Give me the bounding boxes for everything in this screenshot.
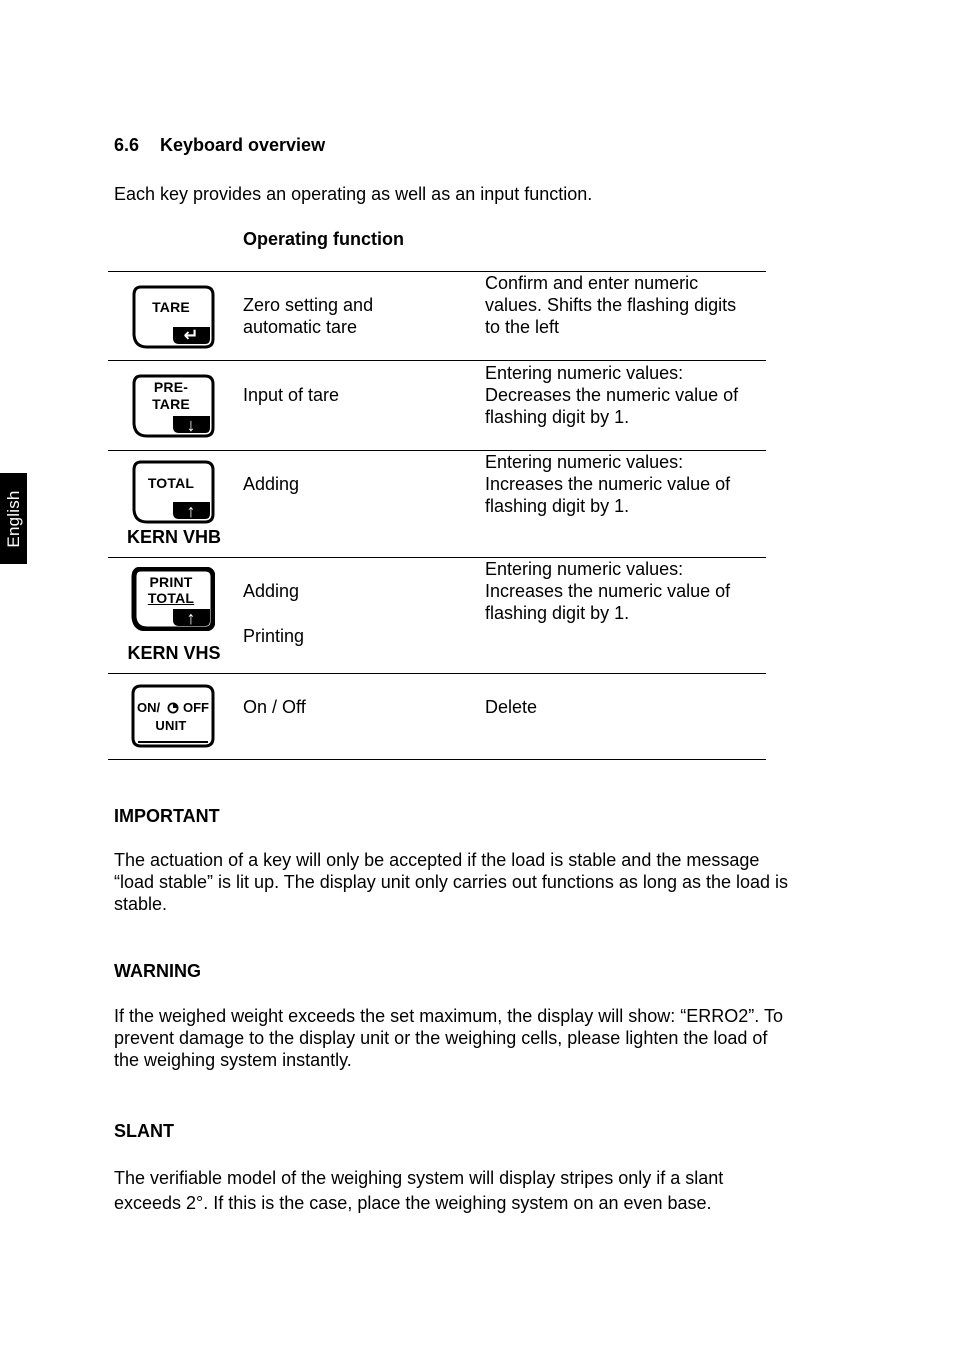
model-label-vhs: KERN VHS bbox=[127, 643, 221, 663]
row-5-input: Delete bbox=[485, 697, 538, 717]
section-number: 6.6 bbox=[114, 135, 140, 155]
important-text: The actuation of a key will only be accepted if the load is stable and the message “load stable” is lit up. The display unit only carries out functions as long as the load is stable. bbox=[114, 850, 789, 914]
on-key-label: ON/ bbox=[137, 700, 161, 715]
table-rule bbox=[108, 360, 766, 361]
warning-heading: WARNING bbox=[114, 961, 201, 981]
tare-key-label: TARE bbox=[152, 299, 190, 315]
unit-key-label: UNIT bbox=[155, 718, 187, 733]
tare-key-icon bbox=[131, 285, 215, 349]
on-off-unit-key-icon bbox=[131, 684, 215, 748]
enter-arrow-icon: ↵ bbox=[183, 325, 199, 345]
pretare-key-icon bbox=[131, 374, 215, 438]
row-4-operating: Adding bbox=[243, 581, 300, 601]
row-2-operating: Input of tare bbox=[243, 385, 340, 405]
up-arrow-icon: ↑ bbox=[186, 608, 196, 628]
off-key-label: OFF bbox=[183, 700, 209, 715]
pretare-key-label-bottom: TARE bbox=[152, 396, 190, 412]
row-1-operating: Zero setting and automatic tare bbox=[243, 295, 374, 337]
section-title: Keyboard overview bbox=[160, 135, 326, 155]
print-total-key-icon bbox=[131, 567, 215, 631]
row-5-operating: On / Off bbox=[243, 697, 306, 717]
print-total-key-label-top: PRINT bbox=[149, 574, 193, 590]
language-tab bbox=[0, 473, 27, 564]
row-3-operating: Adding bbox=[243, 474, 300, 494]
slant-text: The verifiable model of the weighing system will display stripes only if a slant exceeds 2°. If this is the case, place the weighing system on an even base. bbox=[114, 1168, 724, 1213]
important-heading: IMPORTANT bbox=[114, 806, 220, 826]
row-4-input: Entering numeric values: Increases the numeric value of flashing digit by 1. bbox=[485, 559, 731, 623]
table-rule bbox=[108, 759, 766, 760]
row-2-input: Entering numeric values: Decreases the numeric value of flashing digit by 1. bbox=[485, 363, 739, 427]
print-total-key-label-bottom: TOTAL bbox=[147, 590, 195, 606]
total-key-icon bbox=[131, 460, 215, 524]
row-1-input: Confirm and enter numeric values. Shifts the flashing digits to the left bbox=[485, 273, 737, 337]
warning-text: If the weighed weight exceeds the set maximum, the display will show: “ERRO2”. To prevent damage to the display unit or the weighing cells, please lighten the load of the weighing system instantly. bbox=[114, 1006, 783, 1070]
down-arrow-icon: ↓ bbox=[186, 415, 196, 435]
intro-text: Each key provides an operating as well as an input function. bbox=[114, 184, 593, 204]
language-tab-label: English bbox=[3, 489, 23, 548]
model-label-vhb: KERN VHB bbox=[126, 527, 221, 547]
row-4-operating-2: Printing bbox=[243, 626, 305, 646]
row-3-input: Entering numeric values: Increases the numeric value of flashing digit by 1. bbox=[485, 452, 731, 516]
up-arrow-icon: ↑ bbox=[186, 501, 196, 521]
slant-heading: SLANT bbox=[114, 1121, 174, 1141]
pretare-key-label-top: PRE- bbox=[153, 379, 189, 395]
power-icon bbox=[167, 702, 179, 714]
table-rule bbox=[108, 673, 766, 674]
operating-function-header: Operating function bbox=[243, 229, 404, 249]
total-key-label: TOTAL bbox=[147, 475, 195, 491]
